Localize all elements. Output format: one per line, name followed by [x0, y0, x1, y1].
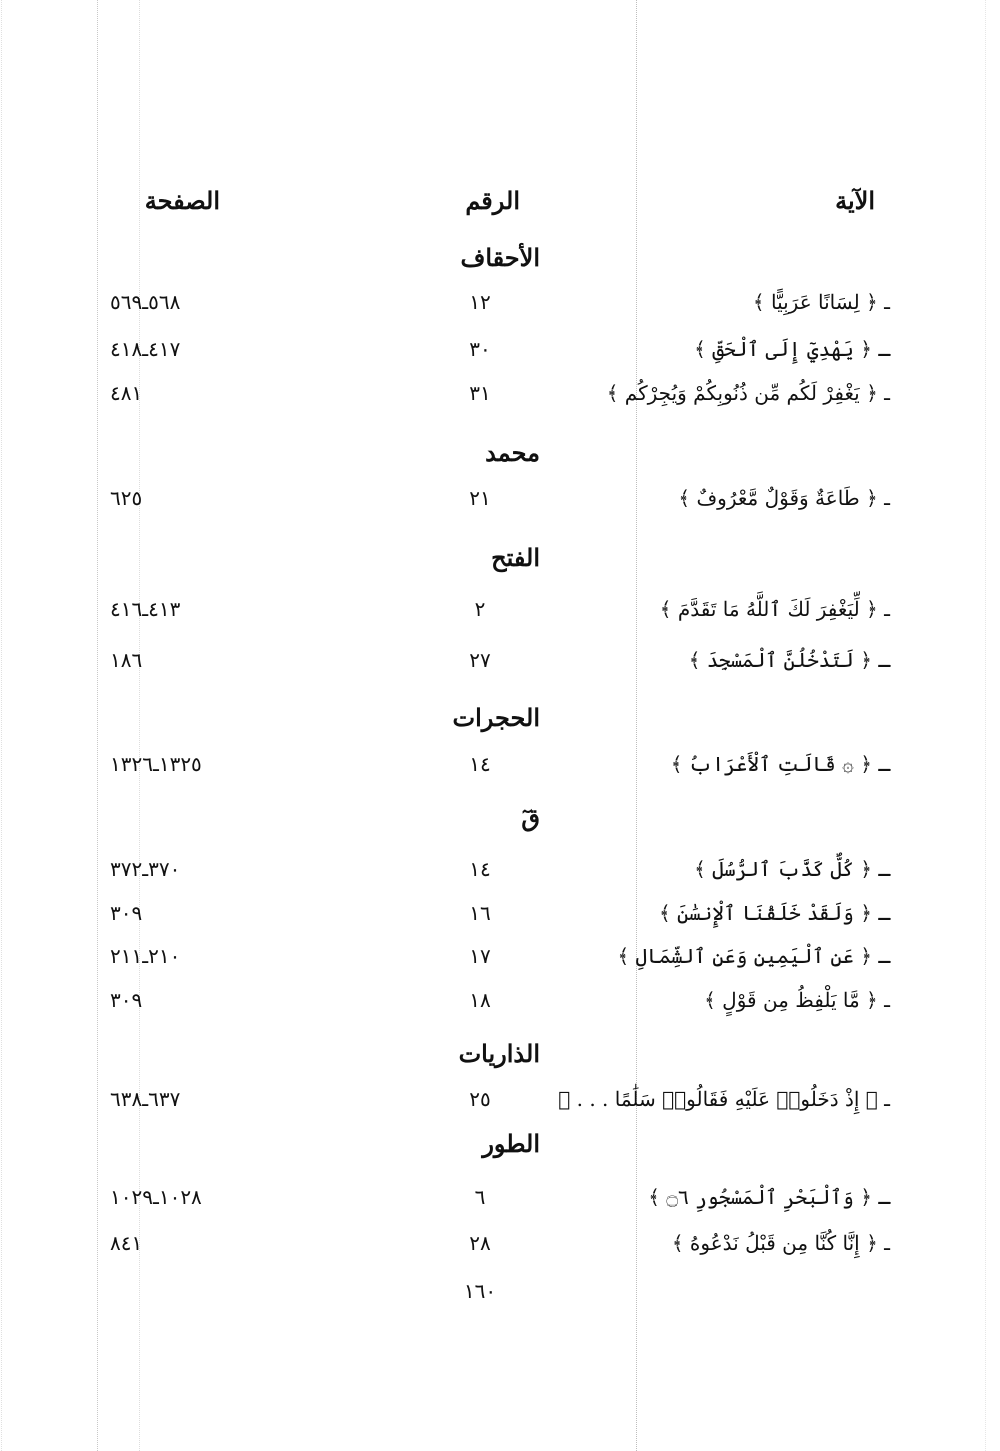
- verse-text: ـ ﴿ وَلَقَدْ خَلَقْنَا ٱلْإِنسَٰنَ ﴾: [658, 901, 890, 925]
- verse-number: ١٨: [469, 988, 491, 1012]
- verse-number: ١٢: [469, 290, 491, 314]
- verse-text: ـ ﴿ يَهْدِيٓ إِلَى ٱلْحَقِّ ﴾: [694, 337, 890, 361]
- surah-title: الذاريات: [458, 1039, 540, 1068]
- table-row: [0, 286, 1000, 318]
- verse-text: ـ ﴿ لَتَدْخُلُنَّ ٱلْمَسْجِدَ ﴾: [688, 648, 890, 672]
- header-page: الصفحة: [144, 186, 220, 215]
- verse-number: ٢: [474, 597, 486, 621]
- verse-number: ٢٥: [469, 1087, 491, 1111]
- table-row: [0, 984, 1000, 1016]
- table-row: [0, 377, 1000, 409]
- verse-text: ـ ﴿ مَّا يَلْفِظُ مِن قَوْلٍ ﴾: [704, 988, 890, 1012]
- verse-number: ١٧: [469, 944, 491, 968]
- verse-number: ١٦: [469, 901, 491, 925]
- verse-text: ـ ﴿ إِنَّا كُنَّا مِن قَبْلُ نَدْعُوهُ ﴾: [671, 1231, 890, 1255]
- table-row: [0, 593, 1000, 625]
- table-row: [0, 853, 1000, 885]
- table-row: [0, 644, 1000, 676]
- verse-number: ٣١: [469, 381, 491, 405]
- verse-number: ٢١: [469, 486, 491, 510]
- verse-number: ١٤: [469, 857, 491, 881]
- verse-number: ٣٠: [469, 337, 491, 361]
- surah-title: الأحقاف: [460, 243, 540, 272]
- page-reference: ٦٢٥: [110, 486, 143, 510]
- table-row: [0, 1227, 1000, 1259]
- verse-number: ١٤: [469, 752, 491, 776]
- verse-number: ٢٧: [469, 648, 491, 672]
- surah-title: محمد: [485, 438, 540, 467]
- table-row: [0, 333, 1000, 365]
- table-row: [0, 748, 1000, 780]
- page-reference: ٦٣٧ـ٦٣٨: [110, 1087, 181, 1111]
- page-reference: ١٠٢٨ـ١٠٢٩: [110, 1185, 202, 1209]
- surah-title: الفتح: [491, 543, 540, 572]
- page-reference: ٤١٣ـ٤١٦: [110, 597, 181, 621]
- surah-title: قٓ: [521, 803, 540, 832]
- surah-title: الحجرات: [452, 703, 540, 732]
- verse-text: ـ ﴿ إِذْ دَخَلُوا۟ عَلَيْهِ فَقَالُوا۟ سَلَٰمًا . . . ﴾: [558, 1087, 890, 1111]
- table-row: [0, 482, 1000, 514]
- page-reference: ٤١٧ـ٤١٨: [110, 337, 181, 361]
- verse-text: ـ ﴿ لِّيَغْفِرَ لَكَ ٱللَّهُ مَا تَقَدَّمَ ﴾: [659, 597, 890, 621]
- page-reference: ٥٦٨ـ٥٦٩: [110, 290, 181, 314]
- page-reference: ٨٤١: [110, 1231, 143, 1255]
- page-reference: ٣٧٠ـ٣٧٢: [110, 857, 181, 881]
- verse-text: ـ ﴿ عَنِ ٱلْيَمِينِ وَعَنِ ٱلشِّمَالِ ﴾: [617, 944, 890, 968]
- header-aya: الآية: [835, 186, 875, 215]
- verse-number: ٦: [474, 1185, 486, 1209]
- page-reference: ١٨٦: [110, 648, 143, 672]
- verse-text: ـ ﴿ وَٱلْبَحْرِ ٱلْمَسْجُورِ ۝٦ ﴾: [648, 1185, 890, 1209]
- header-number: الرقم: [465, 186, 520, 215]
- verse-text: ـ ﴿ ۞ قَالَتِ ٱلْأَعْرَابُ ﴾: [670, 752, 890, 776]
- surah-title: الطور: [482, 1129, 540, 1158]
- verse-text: ـ ﴿ كُلٌّ كَذَّبَ ٱلرُّسُلَ ﴾: [694, 857, 890, 881]
- verse-number: ٢٨: [469, 1231, 491, 1255]
- page-reference: ٣٠٩: [110, 901, 143, 925]
- table-row: [0, 1083, 1000, 1115]
- table-row: [0, 897, 1000, 929]
- page-reference: ٣٠٩: [110, 988, 143, 1012]
- verse-text: ـ ﴿ يَغْفِرْ لَكُم مِّن ذُنُوبِكُمْ وَيُجِرْكُم ﴾: [606, 381, 890, 405]
- verse-text: ـ ﴿ طَاعَةٌ وَقَوْلٌ مَّعْرُوفٌ ﴾: [678, 486, 890, 510]
- table-row: [0, 940, 1000, 972]
- verse-text: ـ ﴿ لِسَانًا عَرَبِيًّا ﴾: [752, 290, 890, 314]
- page-reference: ٢١٠ـ٢١١: [110, 944, 181, 968]
- page-number: ١٦٠: [463, 1279, 497, 1303]
- page-reference: ١٣٢٥ـ١٣٢٦: [110, 752, 202, 776]
- table-row: [0, 1181, 1000, 1213]
- page-reference: ٤٨١: [110, 381, 143, 405]
